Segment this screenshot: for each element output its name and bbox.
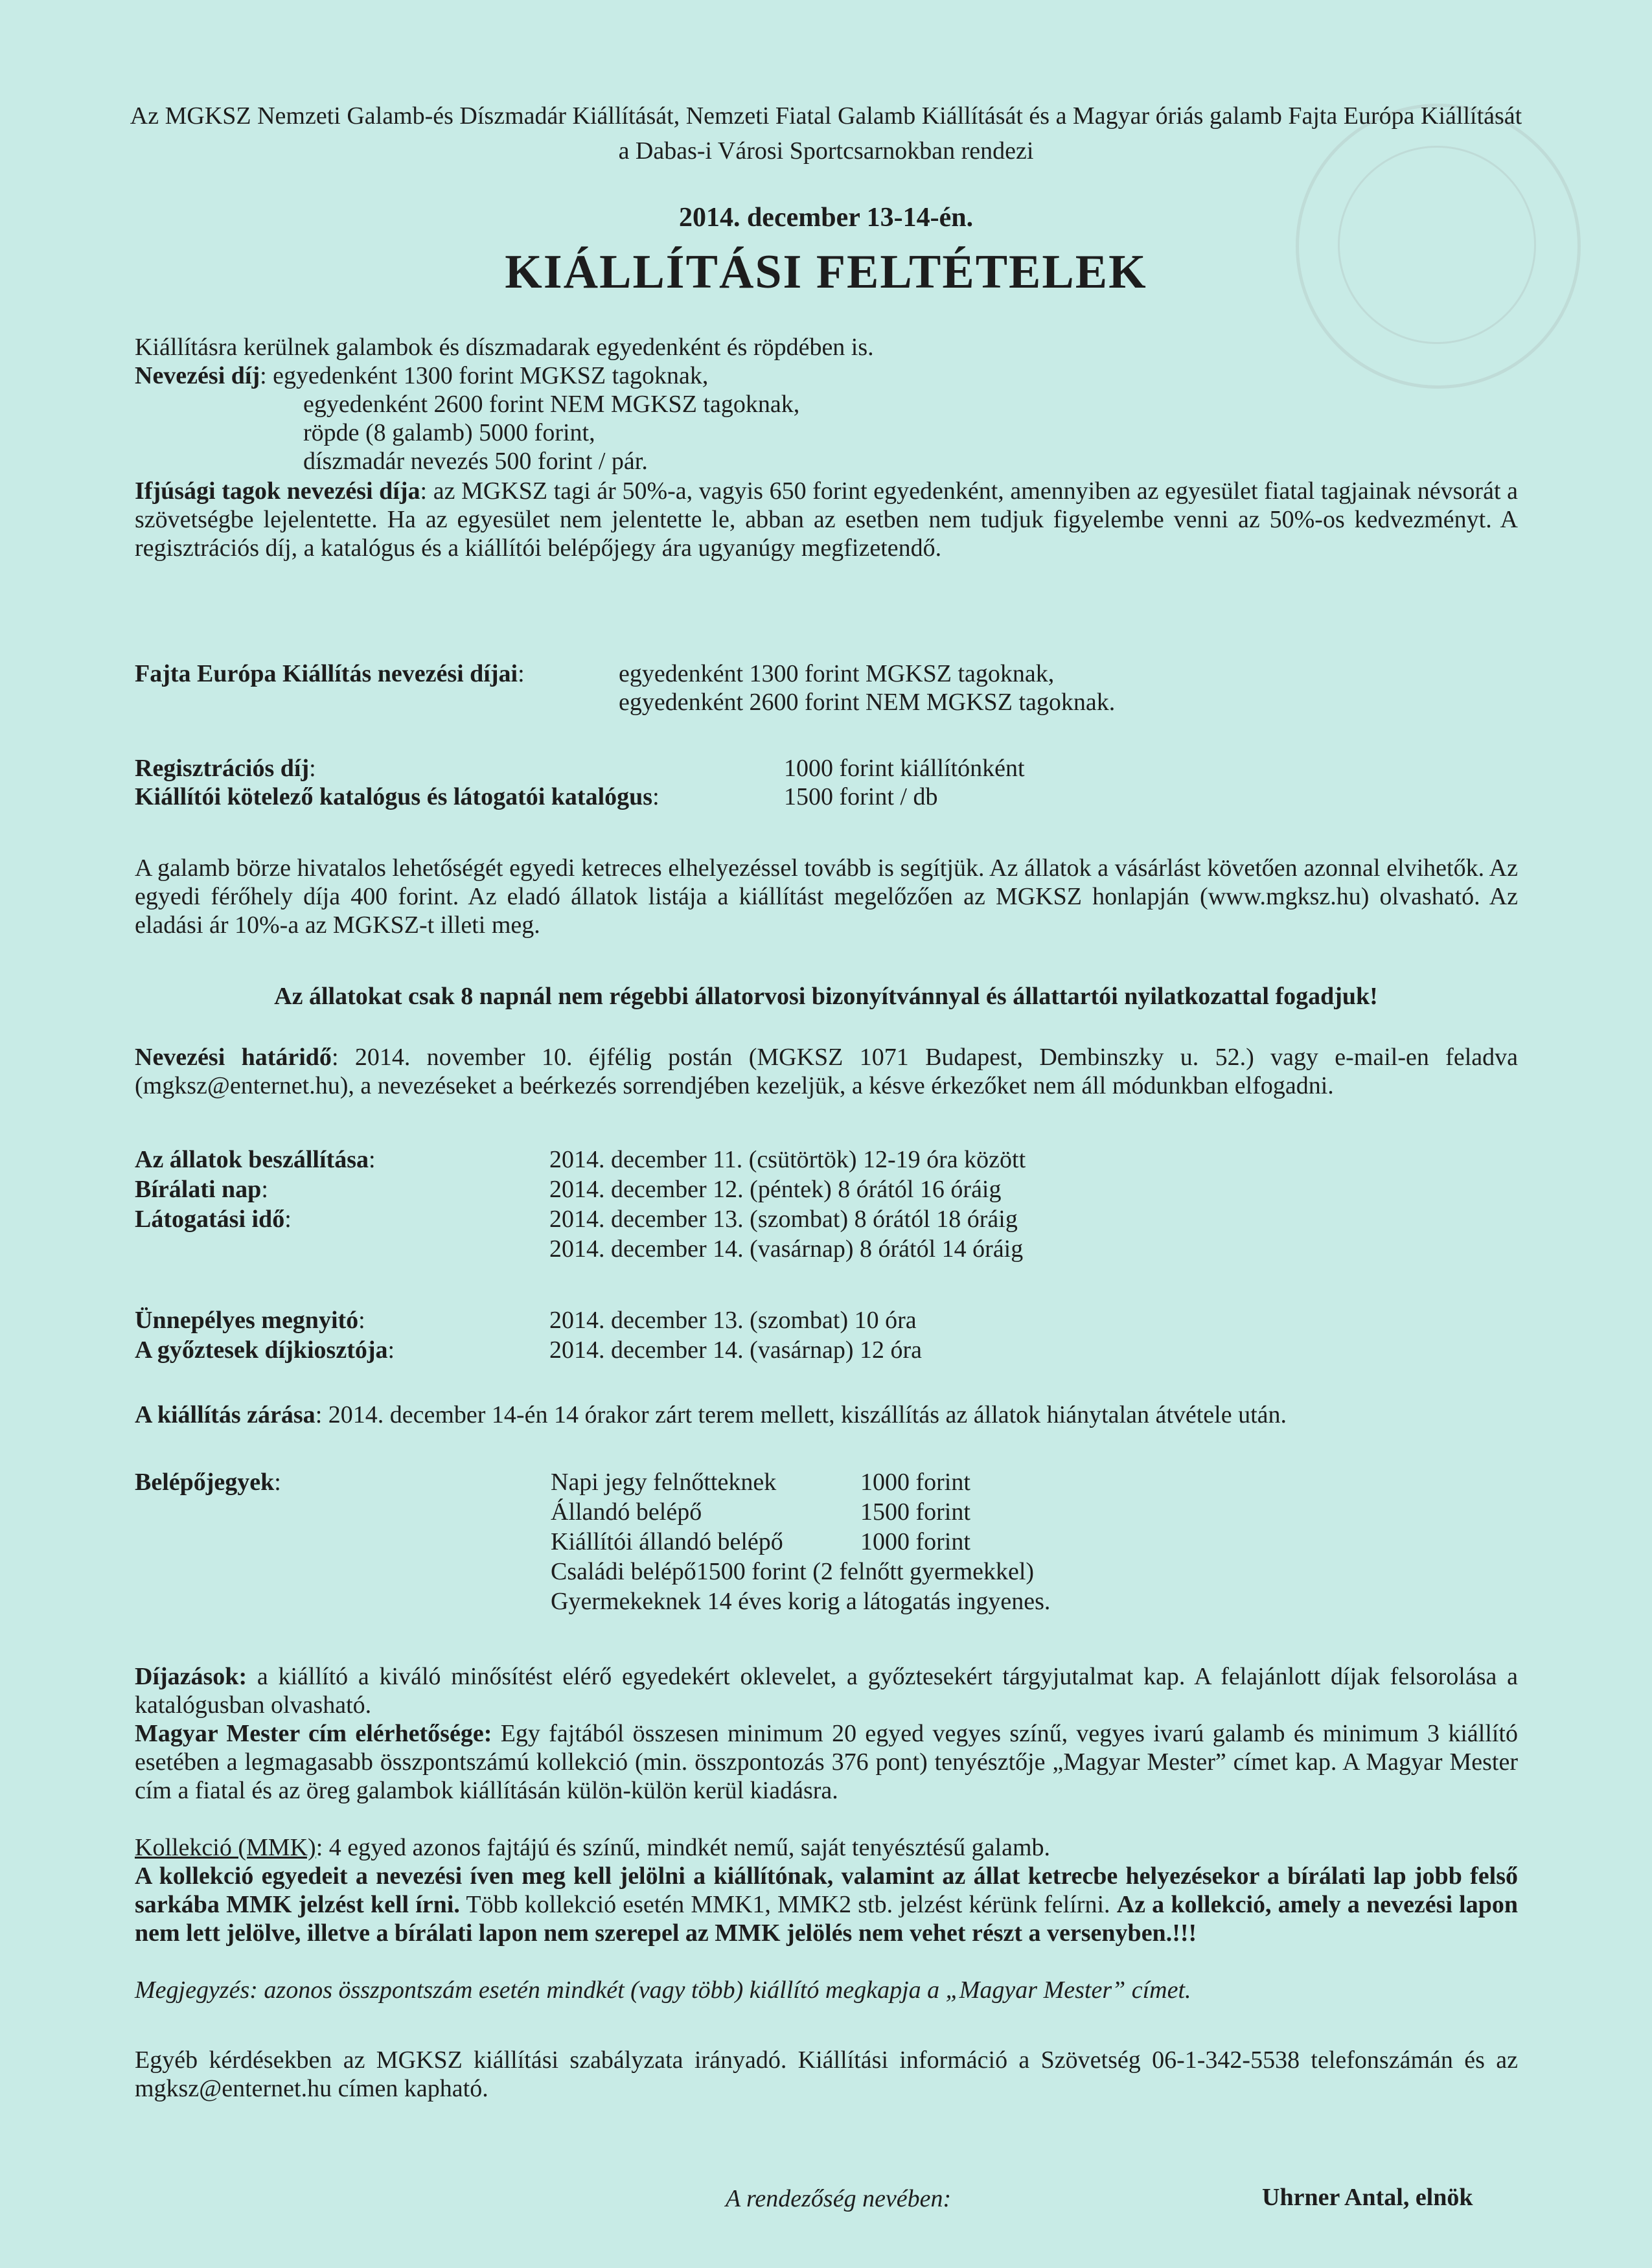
exhibited-text: Kiállításra kerülnek galambok és díszmadarak egyedenként és röpdében is. — [135, 334, 874, 361]
closing-row — [135, 1401, 1287, 1429]
closing-label: A kiállítás zárása — [135, 1401, 315, 1428]
vet-notice: Az állatokat csak 8 napnál nem régebbi állatorvosi bizonyítvánnyal és állattartói nyilatkozattal fogadjuk! — [274, 983, 1378, 1010]
master-paragraph — [135, 1719, 1518, 1805]
schedule-value: 2014. december 11. (csütörtök) 12-19 óra között — [549, 1146, 1026, 1173]
ticket-price: 1000 forint — [860, 1528, 970, 1555]
ticket-price: 1500 forint — [860, 1498, 970, 1526]
intro-text: Az MGKSZ Nemzeti Galamb-és Díszmadár Kiállítását, Nemzeti Fiatal Galamb Kiállítását és a Magyar óriás galamb Fajta Európa Kiállítását a Dabas-i Városi Sportcsarnokban rendezi — [130, 102, 1522, 165]
master-label: Magyar Mester cím elérhetősége: — [135, 1720, 492, 1747]
note: Megjegyzés: azonos összpontszám esetén mindkét (vagy több) kiállító megkapja a „Magyar Mester” címet. — [135, 1976, 1191, 2004]
collection-rules — [135, 1862, 1518, 1947]
entry-fee-line: röpde (8 galamb) 5000 forint, — [303, 419, 595, 446]
europe-fee-line: egyedenként 1300 forint MGKSZ tagoknak, — [619, 660, 1055, 687]
entry-fee-row: Nevezési díj: egyedenként 1300 forint MGKSZ tagoknak, — [135, 362, 709, 389]
collection-rule-normal: Több kollekció esetén MMK1, MMK2 stb. jelzést kérünk felírni. — [459, 1891, 1117, 1918]
tickets-row: Belépőjegyek: — [135, 1469, 281, 1496]
awards-paragraph — [135, 1662, 1518, 1719]
collection-row — [135, 1833, 1050, 1862]
awards-text: a kiállító a kiváló minősítést elérő egyedekért oklevelet, a győztesekért tárgyjutalmat kap. A felajánlott díjak felsorolása a katalógusban olvasható. — [135, 1663, 1518, 1719]
deadline-label: Nevezési határidő — [135, 1044, 332, 1071]
entry-fee-line: egyedenként 2600 forint NEM MGKSZ tagoknak, — [303, 391, 800, 418]
registration-value: 1000 forint kiállítónként — [784, 755, 1025, 782]
tickets-label: Belépőjegyek — [135, 1469, 275, 1496]
collection-label: Kollekció (MMK) — [135, 1834, 316, 1861]
closing-text: : 2014. december 14-én 14 órakor zárt terem mellett, kiszállítás az állatok hiánytalan átvétele után. — [315, 1401, 1287, 1428]
entry-fee-line: egyedenként 1300 forint MGKSZ tagoknak, — [273, 362, 709, 389]
entry-fee-line: díszmadár nevezés 500 forint / pár. — [303, 448, 648, 475]
master-text: Egy fajtából összesen minimum 20 egyed vegyes színű, vegyes ivarú galamb és minimum 3 kiállító esetében a legmagasabb összpontszámú kollekció (min. összpontozás 376 pont) tenyésztője „Magyar Mester” címet kap. A Magyar Mester cím a fiatal és az öreg galambok kiállításán külön-külön kerül kiadásra. — [135, 1720, 1518, 1804]
ceremony-row: A győztesek díjkiosztója: — [135, 1336, 395, 1364]
schedule-row: Bírálati nap: — [135, 1176, 268, 1203]
awards-label: Díjazások: — [135, 1663, 247, 1690]
ticket-name: Napi jegy felnőtteknek — [551, 1469, 777, 1496]
schedule-value: 2014. december 13. (szombat) 8 órától 18 óráig — [549, 1206, 1018, 1233]
collection-rule-bold: A kollekció egyedeit a nevezési íven meg kell jelölni a kiállítónak, valamint az állat ketrecbe helyezésekor a bírálati lap jobb felső sarkába MMK jelzést kell írni. — [135, 1862, 1518, 1918]
schedule-label: Bírálati nap — [135, 1176, 262, 1203]
registration-label: Regisztrációs díj — [135, 755, 310, 782]
ceremony-value: 2014. december 14. (vasárnap) 12 óra — [549, 1336, 923, 1364]
registration-row: Regisztrációs díj: — [135, 755, 316, 782]
schedule-value: 2014. december 14. (vasárnap) 8 órától 14 óráig — [549, 1235, 1024, 1263]
collection-rule-bold: Az a kollekció, amely a nevezési lapon nem lett jelölve, illetve a bírálati lapon nem szerepel az MMK jelölés nem vehet részt a versenyben.!!! — [135, 1891, 1518, 1947]
signature-on-behalf: A rendezőség nevében: — [726, 2185, 952, 2212]
youth-label: Ifjúsági tagok nevezési díja — [135, 477, 420, 505]
ticket-family: Családi belépő1500 forint (2 felnőtt gyermekkel) — [551, 1558, 1035, 1585]
ceremony-label: A győztesek díjkiosztója — [135, 1336, 388, 1364]
event-date: 2014. december 13-14-én. — [678, 203, 974, 233]
schedule-row: Látogatási idő: — [135, 1206, 292, 1233]
ticket-name: Állandó belépő — [551, 1498, 702, 1526]
schedule-row: Az állatok beszállítása: — [135, 1146, 376, 1173]
ceremony-row: Ünnepélyes megnyitó: — [135, 1307, 365, 1334]
schedule-label: Az állatok beszállítása — [135, 1146, 369, 1173]
entry-fee-label: Nevezési díj — [135, 362, 260, 389]
signature-name: Uhrner Antal, elnök — [1262, 2184, 1473, 2211]
other-paragraph: Egyéb kérdésekben az MGKSZ kiállítási szabályzata irányadó. Kiállítási információ a Szövetség 06-1-342-5538 telefonszámán és az mgksz@enternet.hu címen kapható. — [135, 2046, 1518, 2102]
ticket-price: 1000 forint — [860, 1469, 970, 1496]
youth-text: : az MGKSZ tagi ár 50%-a, vagyis 650 forint egyedenként, amennyiben az egyesület fiatal tagjainak névsorát a szövetségbe lejelentette. Ha az egyesület nem jelentette le, abban az esetben nem tudjuk figyelembe venni az 50%-os kedvezményt. A regisztrációs díj, a katalógus és a kiállítói belépőjegy ára ugyanúgy megfizetendő. — [135, 477, 1519, 562]
market-paragraph: A galamb börze hivatalos lehetőségét egyedi ketreces elhelyezéssel tovább is segítjük. Az állatok a vásárlást követően azonnal elvihetők. Az egyedi férőhely díja 400 forint. Az eladó állatok listája a kiállítást megelőzően az MGKSZ honlapján (www.mgksz.hu) olvasható. Az eladási ár 10%-a az MGKSZ-t illeti meg. — [135, 854, 1518, 939]
ticket-children: Gyermekeknek 14 éves korig a látogatás ingyenes. — [551, 1588, 1051, 1615]
ceremony-value: 2014. december 13. (szombat) 10 óra — [549, 1307, 917, 1334]
europe-fee-line: egyedenként 2600 forint NEM MGKSZ tagoknak. — [619, 689, 1116, 716]
deadline-text: : 2014. november 10. éjfélig postán (MGKSZ 1071 Budapest, Dembinszky u. 52.) vagy e-mail-en feladva (mgksz@enternet.hu), a nevezéseket a beérkezés sorrendjében kezeljük, a késve érkezőket nem áll módunkban elfogadni. — [135, 1044, 1518, 1099]
catalog-value: 1500 forint / db — [784, 783, 938, 810]
collection-text: : 4 egyed azonos fajtájú és színű, mindkét nemű, saját tenyésztésű galamb. — [315, 1834, 1051, 1861]
europe-fee-row: Fajta Európa Kiállítás nevezési díjai: — [135, 660, 525, 687]
ticket-name: Kiállítói állandó belépő — [551, 1528, 783, 1555]
page-title: KIÁLLÍTÁSI FELTÉTELEK — [505, 246, 1147, 299]
catalog-row: Kiállítói kötelező katalógus és látogatói katalógus: — [135, 783, 660, 810]
schedule-value: 2014. december 12. (péntek) 8 órától 16 óráig — [549, 1176, 1002, 1203]
europe-fee-label: Fajta Európa Kiállítás nevezési díjai — [135, 660, 518, 687]
catalog-label: Kiállítói kötelező katalógus és látogatói katalógus — [135, 783, 653, 810]
deadline-paragraph — [135, 1043, 1518, 1100]
ceremony-label: Ünnepélyes megnyitó — [135, 1307, 359, 1334]
schedule-label: Látogatási idő — [135, 1206, 285, 1233]
youth-paragraph — [135, 477, 1518, 562]
